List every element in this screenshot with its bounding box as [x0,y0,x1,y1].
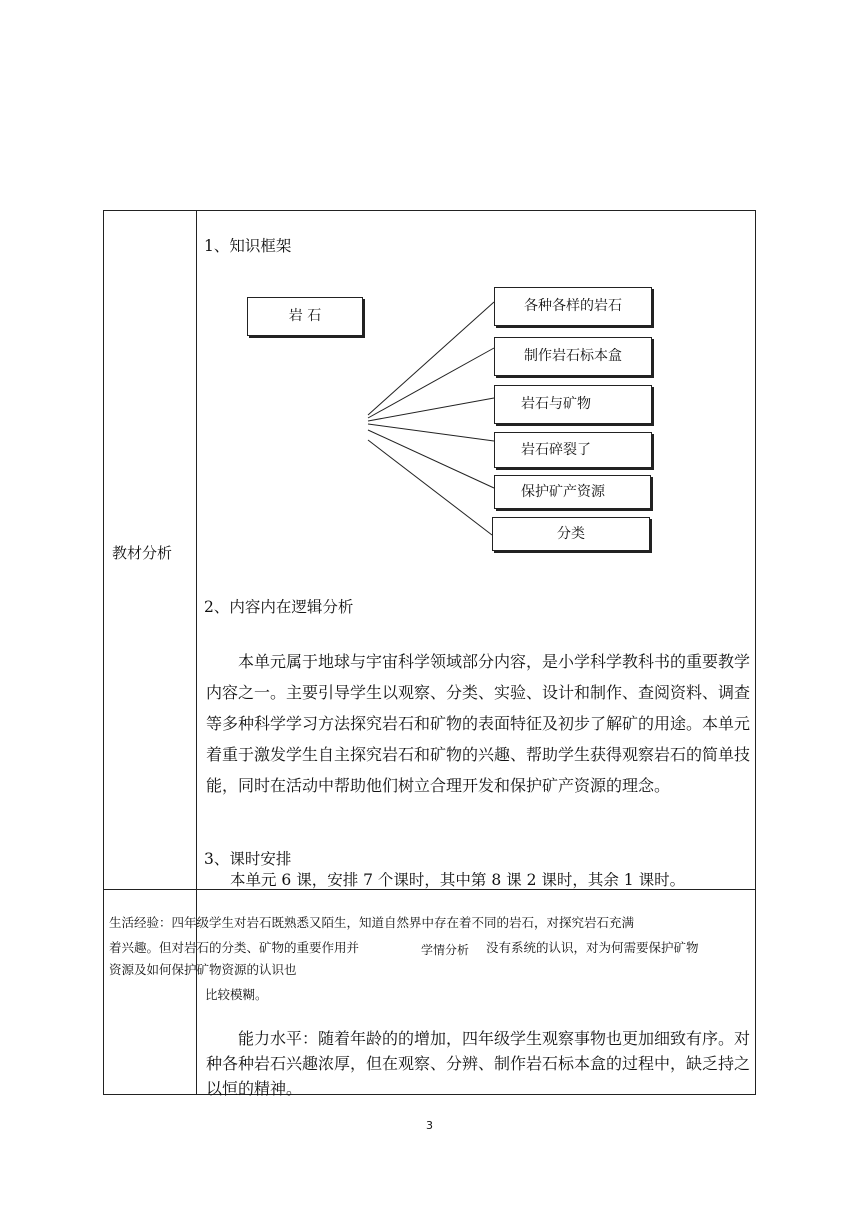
branch-box-3 [494,385,652,424]
branch-box-5 [494,475,651,509]
branch-box-1 [494,287,652,326]
branch-label-2: 制作岩石标本盒 [524,348,622,364]
branch-label-6: 分类 [557,526,585,542]
branch-label-3: 岩石与矿物 [521,396,591,412]
section-heading-logic-analysis: 2、内容内在逻辑分析 [204,598,354,616]
row-label-material-analysis: 教材分析 [112,544,173,562]
section-heading-knowledge-framework: 1、知识框架 [204,237,292,255]
branch-box-4 [494,432,652,468]
branch-box-2 [494,337,652,376]
life-experience-line-4: 比较模糊。 [205,987,268,1002]
row-label-learning-analysis: 学情分析 [421,939,469,961]
branch-label-1: 各种各样的岩石 [524,298,622,314]
life-experience-line-2: 着兴趣。但对岩石的分类、矿物的重要作用并 [109,940,360,955]
page-number: 3 [426,1119,433,1132]
branch-label-4: 岩石碎裂了 [521,442,591,458]
branch-box-6 [492,517,650,551]
schedule-text: 本单元 6 课，安排 7 个课时，其中第 8 课 2 课时，其余 1 课时。 [230,871,686,889]
concept-root-label: 岩 石 [288,308,322,324]
section-heading-schedule: 3、课时安排 [204,850,292,868]
life-experience-line-2-tail: 没有系统的认识，对为何需要保护矿物 [486,940,699,955]
concept-root-box [247,297,363,336]
ability-level-paragraph: 能力水平：随着年龄的的增加，四年级学生观察事物也更加细致有序。对种各种岩石兴趣浓厚，但在观察、分辨、制作岩石标本盒的过程中，缺乏持之以恒的精神。 [206,1029,751,1098]
life-experience-line-1: 生活经验：四年级学生对岩石既熟悉又陌生，知道自然界中存在着不同的岩石，对探究岩石充满 [109,915,635,930]
branch-label-5: 保护矿产资源 [521,484,605,500]
logic-analysis-paragraph: 本单元属于地球与宇宙科学领域部分内容，是小学科学教科书的重要教学内容之一。主要引导学生以观察、分类、实验、设计和制作、查阅资料、调查等多种科学学习方法探究岩石和矿物的表面特征及初步了解矿的用途。本单元着重于激发学生自主探究岩石和矿物的兴趣、帮助学生获得观察岩石的简单技能，同时在活动中帮助他们树立合理开发和保护矿产资源的理念。 [206,652,751,795]
life-experience-line-3: 资源及如何保护矿物资源的认识也 [109,962,297,977]
